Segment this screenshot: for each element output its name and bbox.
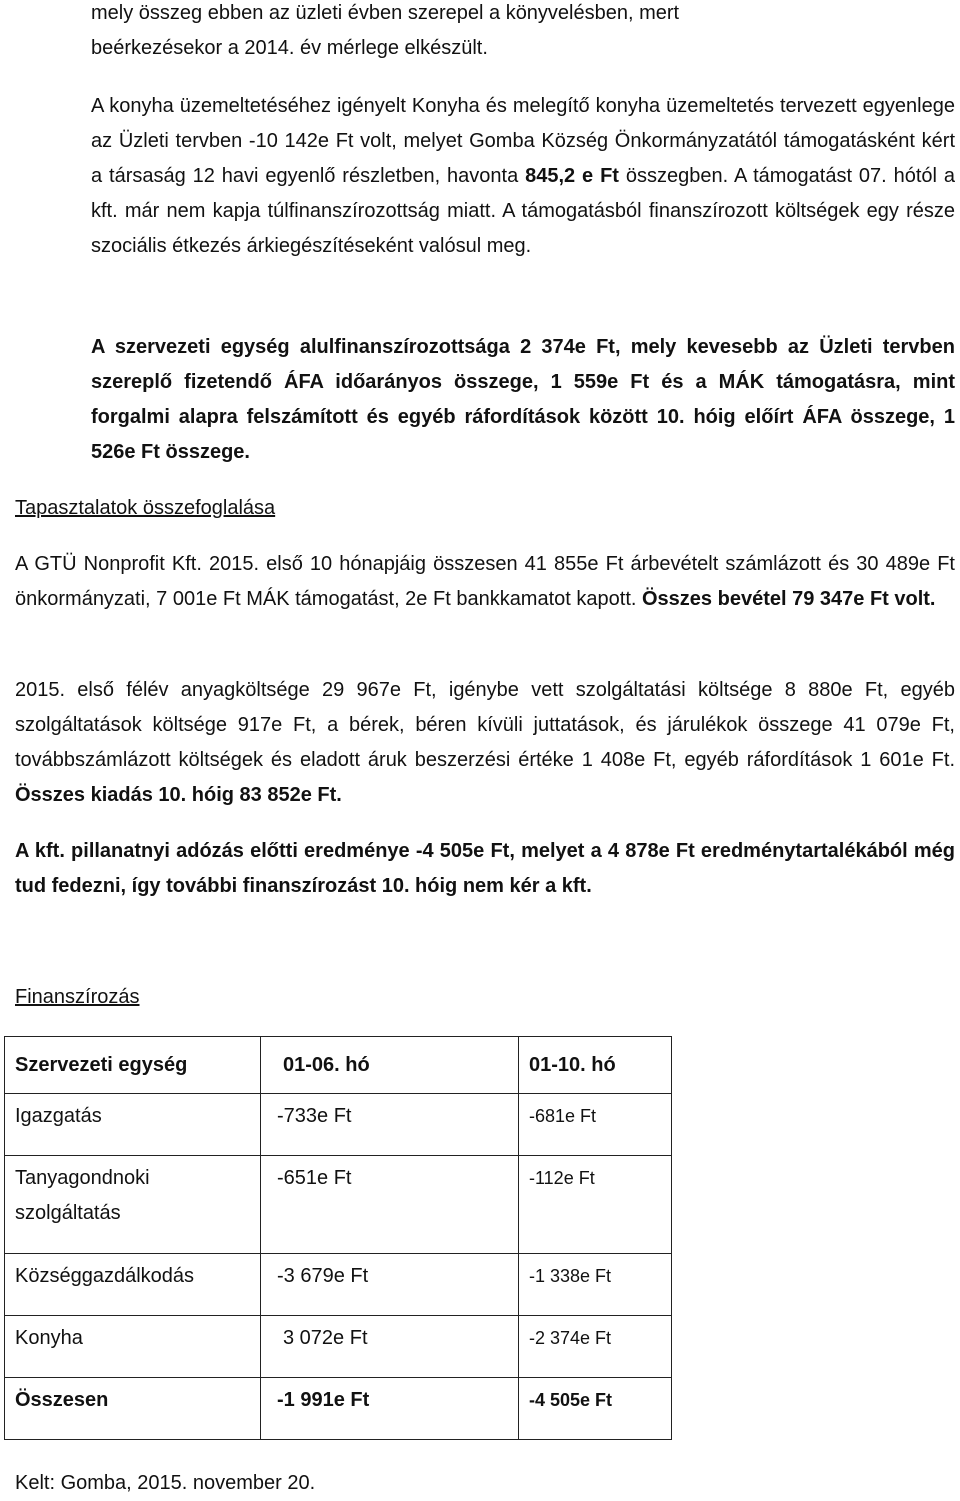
konyha-text-2: összegben. A támogatást 07. hótól a kft. már nem kapja túlfinanszírozottság miatt. A támogatásból finanszírozott költségek egy része szociális étkezés árkiegészítéseként valósul meg. <box>91 165 956 257</box>
intro-line-1: mely összeg ebben az üzleti évben szerepel a könyvelésben, mert <box>91 2 680 24</box>
period1-cell: -651e Ft <box>261 1156 519 1254</box>
table-row <box>5 1094 672 1156</box>
period2-cell: -112e Ft <box>519 1156 672 1254</box>
revenue-text: A GTÜ Nonprofit Kft. 2015. első 10 hónapjáig összesen 41 855e Ft árbevételt számlázott és 30 489e Ft önkormányzati, 7 001e Ft MÁK támogatást, 2e Ft bankkamatot kapott. <box>15 553 955 610</box>
expense-text: 2015. első félév anyagköltsége 29 967e Ft, igénybe vett szolgáltatási költsége 8 880e Ft, egyéb szolgáltatások költsége 917e Ft, a bérek, béren kívüli juttatások, és járulékok összege 41 079e Ft, továbbszámlázott költségek és eladott áruk beszerzési értéke 1 408e Ft, egyéb ráfordítások 1 601e Ft. <box>15 679 955 771</box>
underfunding-paragraph: A szervezeti egység alulfinanszírozottsága 2 374e Ft, mely kevesebb az Üzleti tervben szereplő fizetendő ÁFA időarányos összege, 1 559e Ft és a MÁK támogatásra, mint forgalmi alapra felszámított és egyéb ráfordítások között 10. hóig előírt ÁFA összege, 1 526e Ft összege. <box>91 336 955 463</box>
total-expense: Összes kiadás 10. hóig 83 852e Ft. <box>15 784 342 806</box>
header-cell: Szervezeti egység <box>5 1037 261 1094</box>
konyha-amount: 845,2 e Ft <box>525 165 619 187</box>
period2-cell: -2 374e Ft <box>519 1316 672 1378</box>
table-row-total <box>5 1378 672 1440</box>
period1-cell: -733e Ft <box>261 1094 519 1156</box>
intro-line-2: beérkezésekor a 2014. év mérlege elkészült. <box>91 37 488 59</box>
konyha-text-1: A konyha üzemeltetéséhez igényelt Konyha és melegítő konyha üzemeltetés tervezett egyenlege az Üzleti tervben -10 142e Ft volt, melyet Gomba Község Önkormányzatától támogatásként kért a társaság 12 havi egyenlő részletben, havonta <box>91 95 955 187</box>
header-cell: 01-10. hó <box>519 1037 672 1094</box>
period1-cell: -1 991e Ft <box>261 1378 519 1440</box>
period2-cell: -1 338e Ft <box>519 1254 672 1316</box>
konyha-paragraph <box>91 89 955 264</box>
unit-cell: Összesen <box>5 1378 261 1440</box>
total-revenue: Összes bevétel 79 347e Ft volt. <box>642 588 936 610</box>
result-paragraph: A kft. pillanatnyi adózás előtti eredménye -4 505e Ft, melyet a 4 878e Ft eredménytartalékából még tud fedezni, így további finanszírozást 10. hóig nem kér a kft. <box>15 840 955 897</box>
unit-cell: Tanyagondnoki szolgáltatás <box>5 1156 261 1254</box>
signature-line: Kelt: Gomba, 2015. november 20. <box>15 1472 316 1494</box>
period2-cell: -681e Ft <box>519 1094 672 1156</box>
financing-heading: Finanszírozás <box>15 986 140 1008</box>
table-row <box>5 1156 672 1254</box>
revenue-paragraph <box>15 547 955 617</box>
table-row <box>5 1316 672 1378</box>
financing-table <box>4 1036 672 1440</box>
period1-cell: -3 679e Ft <box>261 1254 519 1316</box>
unit-cell: Községgazdálkodás <box>5 1254 261 1316</box>
unit-cell: Igazgatás <box>5 1094 261 1156</box>
table-row <box>5 1254 672 1316</box>
summary-heading: Tapasztalatok összefoglalása <box>15 497 276 519</box>
intro-paragraph <box>91 0 955 66</box>
expense-paragraph <box>15 673 955 813</box>
table-header-row <box>5 1037 672 1094</box>
period1-cell: 3 072e Ft <box>261 1316 519 1378</box>
header-cell: 01-06. hó <box>261 1037 519 1094</box>
period2-cell: -4 505e Ft <box>519 1378 672 1440</box>
unit-cell: Konyha <box>5 1316 261 1378</box>
